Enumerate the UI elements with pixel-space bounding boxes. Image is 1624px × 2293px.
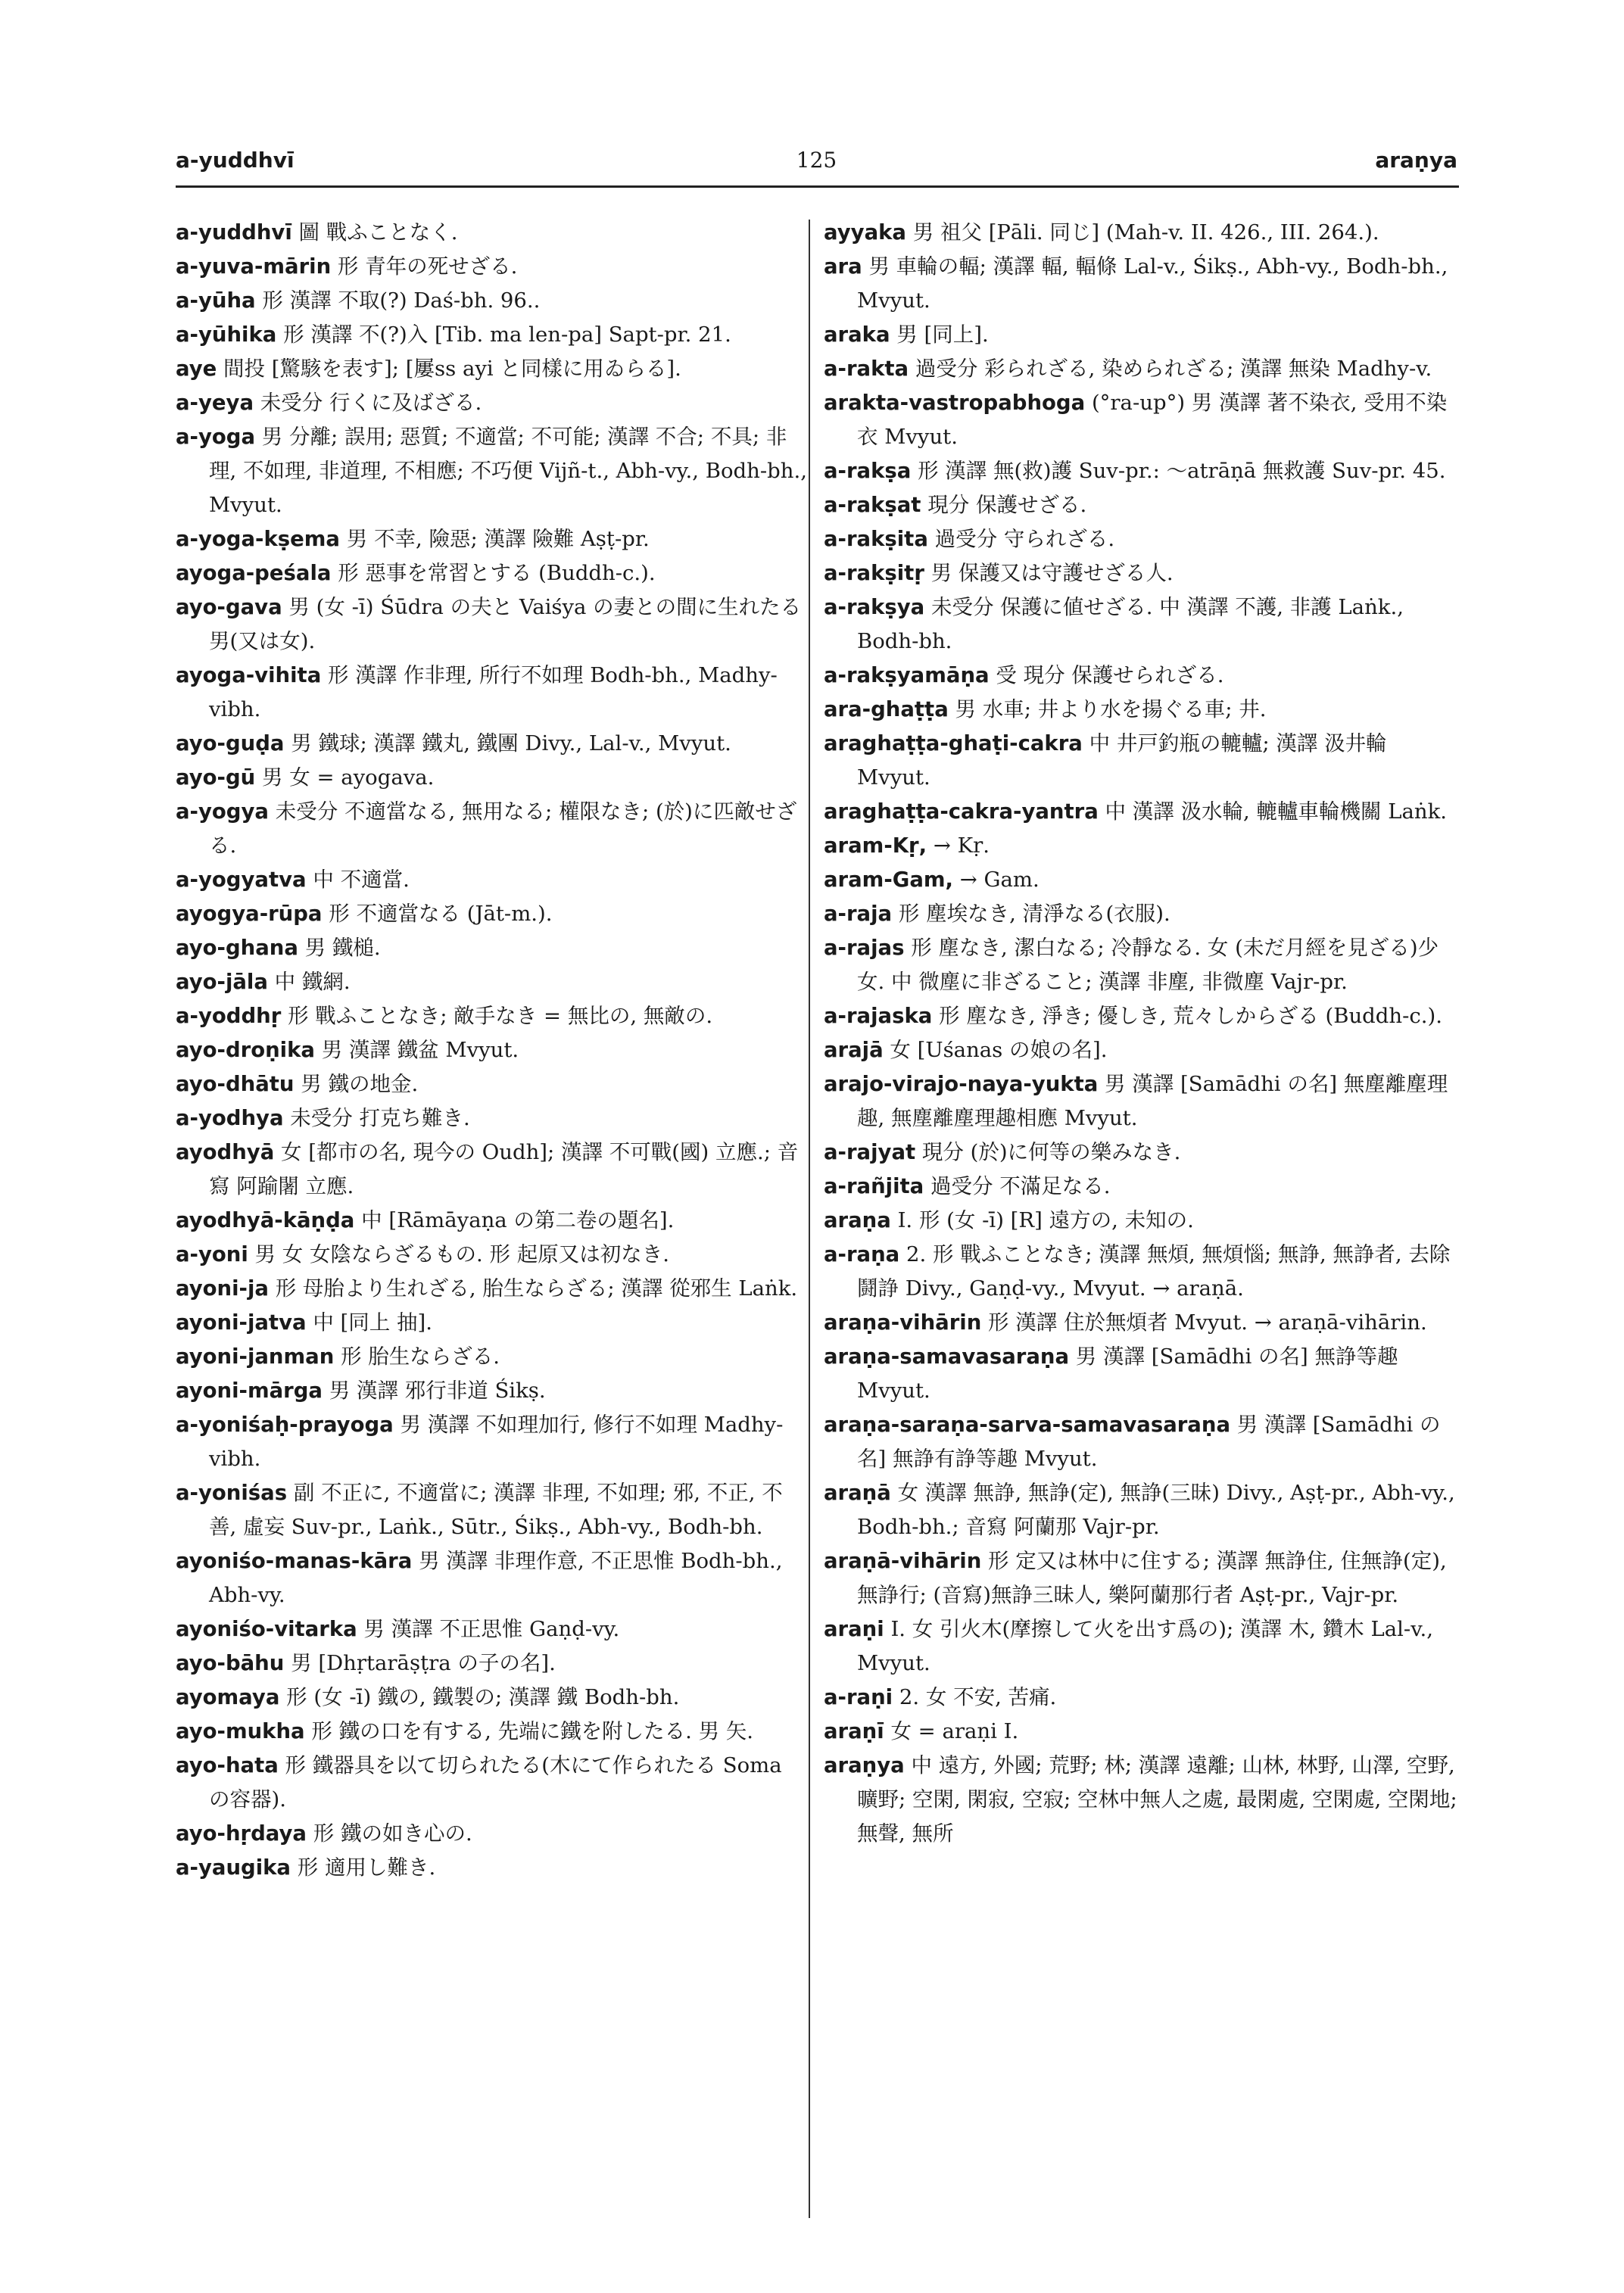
entry-definition: 男 漢譯 不正思惟 Gaṇḍ-vy. [363,1617,620,1641]
dictionary-entry [824,590,1461,659]
dictionary-entry [176,386,808,420]
dictionary-entry [176,250,808,284]
left-column [176,216,808,1885]
entry-definition: 男 鐵の地金. [301,1072,419,1096]
entry-definition: 現分 (於)に何等の樂みなき. [921,1140,1181,1164]
entry-headword: araghaṭṭa-ghaṭi-cakra [824,731,1083,756]
entry-definition: 中 鐵網. [274,970,351,994]
header-rule [176,185,1459,188]
dictionary-entry [824,659,1461,693]
entry-headword: arajā [824,1038,884,1062]
entry-definition: 男 鐵球; 漢譯 鐵丸, 鐵團 Divy., Lal-v., Mvyut. [291,731,731,756]
entry-headword: ayoni-ja [176,1276,269,1301]
entry-definition: 女 = araṇi I. [890,1719,1019,1743]
entry-definition: 中 遠方, 外國; 荒野; 林; 漢譯 遠離; 山林, 林野, 山澤, 空野, 曠野; 空閑, 閑寂, 空寂; 空林中無人之處, 最閑處, 空閑處, 空閑地; 無聲, 無所 [857,1753,1457,1846]
entry-headword: arakta-vastropabhoga [824,391,1086,415]
entry-headword: ayo-jāla [176,970,268,994]
entry-headword: ayoniśo-vitarka [176,1617,357,1641]
entry-definition: 形 戰ふことなき; 敵手なき = 無比の, 無敵の. [288,1004,713,1028]
dictionary-entry [176,931,808,965]
entry-definition: 未受分 保護に値せざる. 中 漢譯 不護, 非護 Laṅk., Bodh-bh. [857,595,1404,653]
entry-definition: 男 [Dhṛtarāṣṭra の子の名]. [291,1651,556,1675]
entry-headword: a-yoga-kṣema [176,527,340,551]
entry-headword: araka [824,322,890,347]
entry-definition: 形 漢譯 不(?)入 [Tib. ma len-pa] Sapt-pr. 21. [283,322,731,347]
entry-definition: 形 塵なき, 淨き; 優しき, 荒々しからざる (Buddh-c.). [939,1004,1442,1028]
entry-definition: 男 分離; 誤用; 惡質; 不適當; 不可能; 漢譯 不合; 不具; 非理, 不如理, 非道理, 不相應; 不巧便 Vijñ-t., Abh-vy., Bodh-bh., Mvyut. [209,425,807,517]
entry-definition: 女 [Uśanas の娘の名]. [890,1038,1108,1062]
entry-definition: 男 女 女陰ならざるもの. 形 起原又は初なき. [254,1242,669,1266]
entry-headword: a-yoga [176,425,256,449]
entry-definition: 形 漢譯 無(救)護 Suv-pr.: ～atrāṇā 無救護 Suv-pr. 45. [918,459,1446,483]
entry-headword: a-yoniśas [176,1481,288,1505]
entry-headword: a-yodhya [176,1106,284,1130]
entry-headword: ayo-hṛdaya [176,1821,307,1846]
entry-definition: 男 水車; 井より水を揚ぐる車; 井. [955,697,1267,721]
dictionary-entry [176,1033,808,1067]
dictionary-entry [176,420,808,522]
dictionary-entry [824,1204,1461,1238]
entry-definition: 形 漢譯 作非理, 所行不如理 Bodh-bh., Madhy-vibh. [209,663,778,721]
entry-headword: a-yoni [176,1242,248,1266]
entry-headword: ara-ghaṭṭa [824,697,949,721]
entry-headword: ayo-ghana [176,936,298,960]
dictionary-entry [176,556,808,590]
entry-headword: a-yaugika [176,1855,291,1880]
dictionary-entry [176,795,808,863]
dictionary-entry [176,863,808,897]
dictionary-entry [824,863,1461,897]
dictionary-entry [176,999,808,1033]
dictionary-entry [824,250,1461,318]
entry-headword: aram-Kṛ, [824,833,927,858]
entry-definition: 男 漢譯 [Samādhi の名] 無諍等趣 Mvyut. [857,1344,1398,1403]
dictionary-entry [824,386,1461,454]
dictionary-entry [824,931,1461,999]
entry-definition: 男 漢譯 鐵盆 Mvyut. [321,1038,519,1062]
entry-headword: ayodhyā [176,1140,275,1164]
dictionary-entry [824,488,1461,522]
entry-definition: (°ra-up°) 男 漢譯 著不染衣, 受用不染衣 Mvyut. [857,391,1448,449]
entry-headword: a-yogyatva [176,868,307,892]
dictionary-entry [824,1136,1461,1170]
running-head [176,148,1457,178]
entry-definition: 受 現分 保護せられざる. [996,663,1224,687]
dictionary-entry [824,727,1461,795]
entry-definition: 形 漢譯 住於無煩者 Mvyut. → araṇā-vihārin. [988,1310,1427,1335]
dictionary-entry [176,1715,808,1749]
entry-definition: 中 漢譯 汲水輪, 轆轤車輪機關 Laṅk. [1105,799,1447,824]
entry-definition: 未受分 不適當なる, 無用なる; 權限なき; (於)に匹敵せざる. [209,799,797,858]
dictionary-entry [176,1681,808,1715]
dictionary-entry [176,1136,808,1204]
entry-headword: a-rajyat [824,1140,916,1164]
entry-headword: a-yūha [176,288,256,313]
entry-headword: a-raṇa [824,1242,900,1266]
entry-headword: araṇa-samavasaraṇa [824,1344,1070,1369]
dictionary-entry [824,1408,1461,1476]
dictionary-entry [824,1067,1461,1136]
entry-definition: 現分 保護せざる. [927,493,1087,517]
dictionary-entry [824,454,1461,488]
entry-definition: 女 漢譯 無諍, 無諍(定), 無諍(三昧) Divy., Aṣṭ-pr., Abh-vy., Bodh-bh.; 音寫 阿蘭那 Vajr-pr. [857,1481,1455,1539]
dictionary-entry [176,1544,808,1612]
entry-definition: 男 (女 -ī) Śūdra の夫と Vaiśya の妻との間に生れたる男(又は女). [209,595,802,653]
entry-definition: 形 青年の死せざる. [337,254,518,279]
entry-headword: ara [824,254,862,279]
entry-definition: 女 [都市の名, 現今の Oudh]; 漢譯 不可戰(國) 立應.; 音寫 阿踰闍 立應. [209,1140,799,1198]
entry-definition: 中 井戸釣瓶の轆轤; 漢譯 汲井輪 Mvyut. [857,731,1387,790]
entry-definition: 男 [同上]. [896,322,989,347]
entry-definition: → Gam. [959,868,1040,892]
entry-headword: a-yuddhvī [176,220,292,245]
page-number: 125 [796,148,837,173]
dictionary-entry [824,795,1461,829]
entry-headword: araṇi [824,1617,884,1641]
entry-definition: 中 不適當. [313,868,410,892]
entry-definition: 間投 [驚駭を表す]; [屢ss ayi と同樣に用ゐらる]. [223,357,681,381]
dictionary-entry [824,1612,1461,1681]
dictionary-entry [176,1749,808,1817]
entry-headword: ayoga-vihita [176,663,322,687]
entry-headword: ayoniśo-manas-kāra [176,1549,413,1573]
entry-definition: 男 漢譯 邪行非道 Śikṣ. [329,1379,546,1403]
dictionary-entry [176,1408,808,1476]
entry-headword: araṇā [824,1481,891,1505]
dictionary-entry [176,1067,808,1101]
entry-headword: a-yogya [176,799,269,824]
entry-headword: araṇa-vihārin [824,1310,982,1335]
entry-headword: ayodhyā-kāṇḍa [176,1208,355,1232]
entry-headword: a-raja [824,902,893,926]
dictionary-entry [176,761,808,795]
dictionary-entry [176,1817,808,1851]
entry-definition: 形 惡事を常習とする (Buddh-c.). [338,561,656,585]
dictionary-entry [824,1476,1461,1544]
entry-definition: 過受分 不滿足なる. [930,1174,1111,1198]
entry-headword: ayoni-janman [176,1344,335,1369]
entry-definition: 形 母胎より生れざる, 胎生ならざる; 漢譯 從邪生 Laṅk. [275,1276,798,1301]
dictionary-entry [176,1101,808,1136]
entry-definition: 形 塵埃なき, 清淨なる(衣服). [898,902,1170,926]
dictionary-entry [176,1204,808,1238]
dictionary-entry [824,1340,1461,1408]
entry-definition: I. 女 引火木(摩擦して火を出す爲の); 漢譯 木, 鑽木 Lal-v., Mvyut. [857,1617,1433,1675]
entry-headword: a-rakta [824,357,909,381]
dictionary-entry [176,1340,808,1374]
dictionary-entry [824,1681,1461,1715]
dictionary-entry [176,352,808,386]
entry-headword: a-rakṣitṛ [824,561,924,585]
running-head-last-word: araṇya [1375,148,1457,173]
entry-headword: a-yoddhṛ [176,1004,282,1028]
entry-definition: 形 不適當なる (Jāt-m.). [329,902,553,926]
dictionary-entry [176,727,808,761]
entry-definition: 形 漢譯 不取(?) Daś-bh. 96.. [262,288,541,313]
dictionary-entry [176,1272,808,1306]
entry-headword: araṇa-saraṇa-sarva-samavasaraṇa [824,1413,1231,1437]
entry-headword: a-rakṣyamāṇa [824,663,990,687]
entry-definition: 圖 戰ふことなく. [298,220,458,245]
entry-definition: 形 定又は林中に住する; 漢譯 無諍住, 住無諍(定), 無諍行; (音寫)無諍三昧人, 樂阿蘭那行者 Aṣṭ-pr., Vajr-pr. [857,1549,1447,1607]
entry-headword: a-yeya [176,391,254,415]
entry-definition: 男 漢譯 [Samādhi の名] 無諍有諍等趣 Mvyut. [857,1413,1441,1471]
entry-headword: araṇya [824,1753,905,1777]
entry-headword: aye [176,357,217,381]
entry-headword: ayo-droṇika [176,1038,315,1062]
entry-definition: 男 女 = ayogava. [261,765,435,790]
dictionary-entry [176,1476,808,1544]
dictionary-entry [824,1306,1461,1340]
entry-headword: ayo-gū [176,765,256,790]
entry-headword: araghaṭṭa-cakra-yantra [824,799,1099,824]
dictionary-entry [176,965,808,999]
entry-headword: a-rajaska [824,1004,933,1028]
entry-definition: 男 鐵槌. [304,936,381,960]
dictionary-entry [824,1170,1461,1204]
dictionary-entry [824,1033,1461,1067]
entry-headword: a-rakṣya [824,595,925,619]
dictionary-entry [824,1544,1461,1612]
dictionary-entry [824,522,1461,556]
entry-definition: 男 祖父 [Pāli. 同じ] (Mah-v. II. 426., III. 264.). [912,220,1379,245]
entry-headword: ayoni-jatva [176,1310,307,1335]
entry-headword: ayo-guḍa [176,731,285,756]
dictionary-entry [176,590,808,659]
dictionary-entry [176,1647,808,1681]
entry-headword: a-rakṣat [824,493,921,517]
running-head-first-word: a-yuddhvī [176,148,295,173]
entry-headword: a-yuva-mārin [176,254,332,279]
entry-headword: araṇā-vihārin [824,1549,982,1573]
entry-headword: a-yoniśaḥ-prayoga [176,1413,394,1437]
entry-headword: ayo-dhātu [176,1072,295,1096]
entry-definition: 2. 女 不安, 苦痛. [899,1685,1057,1709]
dictionary-entry [824,999,1461,1033]
entry-definition: 過受分 守られざる. [934,527,1115,551]
entry-definition: 中 [Rāmāyaṇa の第二卷の題名]. [361,1208,675,1232]
entry-definition: → Kṛ. [933,833,990,858]
entry-headword: a-rañjita [824,1174,924,1198]
entry-headword: araṇī [824,1719,884,1743]
entry-headword: araṇa [824,1208,891,1232]
column-divider [809,220,810,2218]
entry-headword: ayomaya [176,1685,280,1709]
dictionary-entry [176,284,808,318]
entry-headword: ayo-hata [176,1753,279,1777]
dictionary-entry [824,556,1461,590]
dictionary-entry [176,1374,808,1408]
entry-definition: 形 鐵器具を以て切られたる(木にて作られたる Soma の容器). [209,1753,782,1812]
entry-definition: 男 漢譯 不如理加行, 修行不如理 Madhy-vibh. [209,1413,784,1471]
entry-headword: aram-Gam, [824,868,953,892]
entry-definition: 形 胎生ならざる. [341,1344,500,1369]
entry-definition: 形 鐵の如き心の. [313,1821,472,1846]
dictionary-entry [824,352,1461,386]
dictionary-entry [824,829,1461,863]
entry-definition: 中 [同上 抽]. [313,1310,432,1335]
entry-definition: 未受分 打克ち難き. [290,1106,470,1130]
dictionary-entry [824,318,1461,352]
entry-headword: a-rakṣita [824,527,928,551]
dictionary-entry [176,318,808,352]
entry-definition: 過受分 彩られざる, 染められざる; 漢譯 無染 Madhy-v. [915,357,1432,381]
entry-headword: a-raṇi [824,1685,893,1709]
entry-headword: a-rajas [824,936,905,960]
entry-definition: 男 漢譯 [Samādhi の名] 無塵離塵理趣, 無塵離塵理趣相應 Mvyut. [857,1072,1448,1130]
entry-definition: 男 車輪の輻; 漢譯 輻, 輻條 Lal-v., Śikṣ., Abh-vy., Bodh-bh., Mvyut. [857,254,1448,313]
entry-headword: ayoni-mārga [176,1379,323,1403]
dictionary-entry [824,693,1461,727]
entry-definition: 男 保護又は守護せざる人. [930,561,1174,585]
dictionary-entry [824,216,1461,250]
entry-headword: a-yūhika [176,322,277,347]
dictionary-entry [824,1715,1461,1749]
entry-headword: ayogya-rūpa [176,902,323,926]
dictionary-entry [176,897,808,931]
entry-definition: 形 鐵の口を有する, 先端に鐵を附したる. 男 矢. [311,1719,754,1743]
dictionary-entry [176,522,808,556]
dictionary-entry [824,897,1461,931]
dictionary-entry [824,1749,1461,1851]
dictionary-entry [176,1306,808,1340]
entry-definition: I. 形 (女 -ī) [R] 遠方の, 未知の. [897,1208,1194,1232]
entry-headword: ayo-bāhu [176,1651,285,1675]
entry-headword: a-rakṣa [824,459,912,483]
entry-headword: ayo-mukha [176,1719,305,1743]
entry-definition: 男 不幸, 險惡; 漢譯 險難 Aṣṭ-pr. [346,527,650,551]
dictionary-entry [176,1238,808,1272]
entry-definition: 2. 形 戰ふことなき; 漢譯 無煩, 無煩惱; 無諍, 無諍者, 去除鬪諍 Divy., Gaṇḍ-vy., Mvyut. → araṇā. [857,1242,1451,1301]
entry-definition: 形 適用し難き. [297,1855,436,1880]
dictionary-entry [176,1851,808,1885]
entry-definition: 男 漢譯 非理作意, 不正思惟 Bodh-bh., Abh-vy. [209,1549,783,1607]
entry-headword: ayyaka [824,220,906,245]
dictionary-entry [176,659,808,727]
entry-definition: 形 (女 -ī) 鐵の, 鐵製の; 漢譯 鐵 Bodh-bh. [286,1685,680,1709]
dictionary-entry [176,1612,808,1647]
entry-definition: 未受分 行くに及ばざる. [260,391,482,415]
dictionary-entry [824,1238,1461,1306]
entry-headword: ayoga-peśala [176,561,332,585]
dictionary-entry [176,216,808,250]
entry-definition: 形 塵なき, 潔白なる; 冷靜なる. 女 (未だ月經を見ざる)少女. 中 微塵に非ざること; 漢譯 非塵, 非微塵 Vajr-pr. [857,936,1439,994]
entry-definition: 副 不正に, 不適當に; 漢譯 非理, 不如理; 邪, 不正, 不善, 虛妄 Suv-pr., Laṅk., Sūtr., Śikṣ., Abh-vy., Bodh-bh. [209,1481,783,1539]
entry-headword: arajo-virajo-naya-yukta [824,1072,1099,1096]
right-column [824,216,1461,1851]
entry-headword: ayo-gava [176,595,282,619]
